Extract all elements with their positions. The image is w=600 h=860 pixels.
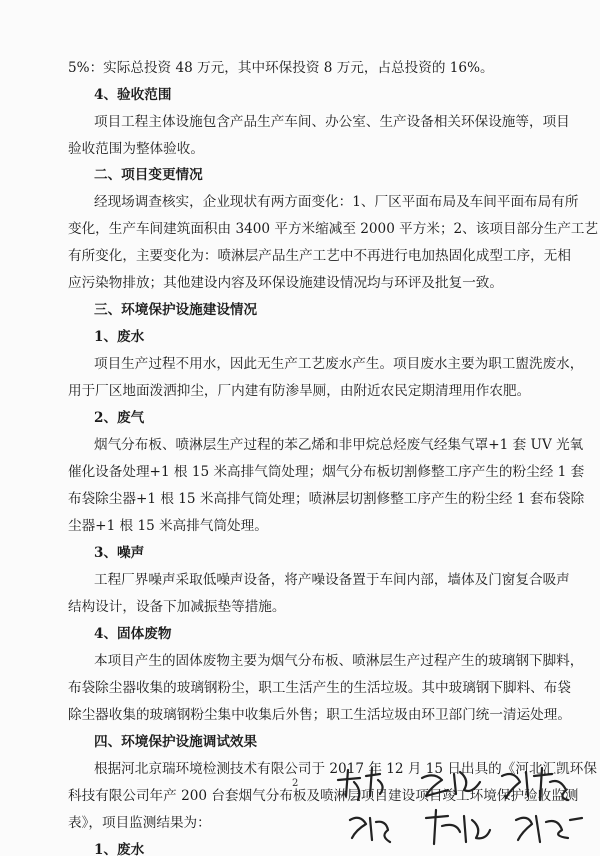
text-line: 5%：实际总投资 48 万元，其中环保投资 8 万元，占总投资的 16%。 (68, 60, 494, 76)
text-line: 尘器+1 根 15 米高排气筒处理。 (68, 518, 268, 534)
text-line: 根据河北京瑞环境检测技术有限公司于 2017 年 12 月 15 日出具的《河北汇凯环保 (94, 761, 597, 777)
text-line: 工程厂界噪声采取低噪声设备，将产噪设备置于车间内部，墙体及门窗复合吸声 (94, 572, 570, 588)
section-heading: 二、项目变更情况 (94, 167, 203, 183)
text-line: 催化设备处理+1 根 15 米高排气筒处理；烟气分布板切割修整工序产生的粉尘经 1 套 (68, 464, 585, 480)
text-line: 项目生产过程不用水，因此无生产工艺废水产生。项目废水主要为职工盥洗废水， (94, 356, 584, 372)
text-line: 除尘器收集的玻璃钢粉尘集中收集后外售；职工生活垃圾由环卫部门统一清运处理。 (68, 707, 571, 723)
section-heading: 1、废水 (94, 329, 145, 345)
section-heading: 四、环境保护设施调试效果 (94, 734, 258, 750)
section-heading: 1、废水 (94, 842, 145, 858)
text-line: 项目工程主体设施包含产品生产车间、办公室、生产设备相关环保设施等，项目 (94, 114, 570, 130)
text-line: 表》，项目监测结果为： (68, 815, 211, 831)
text-line: 布袋除尘器收集的玻璃钢粉尘，职工生活产生的生活垃圾。其中玻璃钢下脚料、布袋 (68, 680, 571, 696)
text-line: 应污染物排放；其他建设内容及环保设施建设情况均与环评及批复一致。 (68, 275, 503, 291)
section-heading: 4、固体废物 (94, 626, 172, 642)
section-heading: 三、环境保护设施建设情况 (94, 302, 258, 318)
section-heading: 3、噪声 (94, 545, 145, 561)
text-line: 验收范围为整体验收。 (68, 141, 204, 157)
text-line: 结构设计，设备下加减振垫等措施。 (68, 599, 286, 615)
handwritten-signatures (330, 760, 600, 856)
text-line: 用于厂区地面泼洒抑尘，厂内建有防渗旱厕，由附近农民定期清理用作农肥。 (68, 383, 531, 399)
text-line: 科技有限公司年产 200 台套烟气分布板及喷淋层项目建设项目竣工环境保护验收监测 (68, 788, 579, 804)
section-heading: 4、验收范围 (94, 87, 172, 103)
text-line: 本项目产生的固体废物主要为烟气分布板、喷淋层生产过程产生的玻璃钢下脚料， (94, 653, 584, 669)
section-heading: 2、废气 (94, 410, 145, 426)
text-line: 变化，生产车间建筑面积由 3400 平方米缩减至 2000 平方米；2、该项目部分生产工艺 (68, 221, 599, 237)
text-line: 经现场调查核实，企业现状有两方面变化：1、厂区平面布局及车间平面布局有所 (94, 194, 579, 210)
page-number: 2 (292, 778, 299, 789)
text-line: 烟气分布板、喷淋层生产过程的苯乙烯和非甲烷总烃废气经集气罩+1 套 UV 光氧 (94, 437, 584, 453)
signatures-drawing (330, 760, 600, 856)
text-line: 布袋除尘器+1 根 15 米高排气筒处理；喷淋层切割修整工序产生的粉尘经 1 套布袋除 (68, 491, 585, 507)
text-line: 有所变化，主要变化为：喷淋层产品生产工艺中不再进行电加热固化成型工序，无相 (68, 248, 571, 264)
